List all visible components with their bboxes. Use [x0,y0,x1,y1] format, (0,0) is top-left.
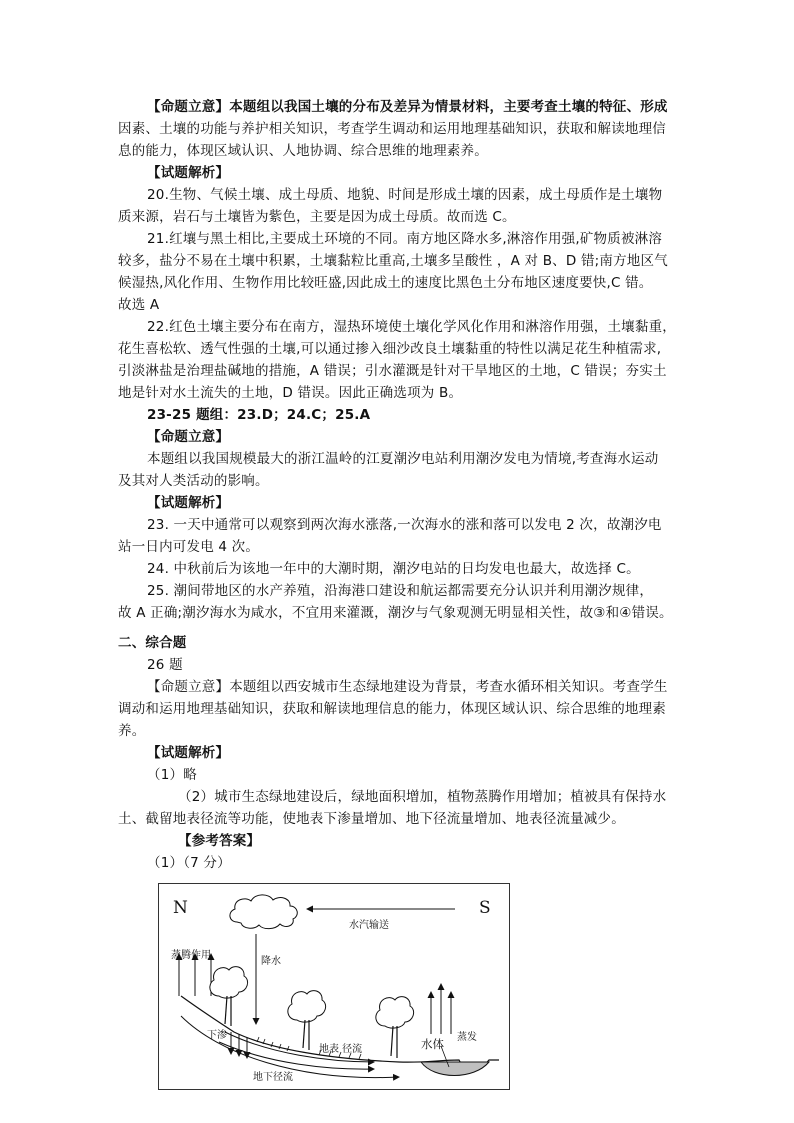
answer-key: 23-25 题组：23.D；24.C；25.A [147,407,371,423]
text-line: 24. 中秋前后为该地一年中的大潮时期，潮汐电站的日均发电也最大，故选择 C。 [147,561,640,577]
south-label: S [479,898,491,918]
text-line: 【命题立意】本题组以西安城市生态绿地建设为背景，考查水循环相关知识。考查学生 [147,679,668,695]
section-heading: 【试题解析】 [147,165,230,181]
text-line: 质来源，岩石与土壤皆为紫色，主要是因为成土母质。故而选 C。 [118,209,516,225]
text-line: 地是针对水土流失的土地，D 错误。因此正确选项为 B。 [118,385,463,401]
water-body-shape [421,1062,489,1076]
groundwater-runoff-label: 地下径流 [253,1072,293,1083]
text-line: 候湿热,风化作用、生物作用比较旺盛,因此成土的速度比黑色土分布地区速度要快,C 错。 [118,275,653,291]
vapor-transport-label: 水汽输送 [349,920,389,931]
section-heading: 【试题解析】 [147,745,230,761]
text-line: 养。 [118,723,146,739]
cloud-icon [230,895,297,929]
text-line: 土、截留地表径流等功能，使地表下渗量增加、地下径流量增加、地表径流量减少。 [118,811,625,827]
question-number: 26 题 [147,657,183,673]
transpiration-label: 蒸腾作用 [171,950,211,961]
text-line: 调动和运用地理基础知识，获取和解读地理信息的能力，体现区域认识、综合思维的地理素 [118,701,666,717]
text-line: 因素、土壤的功能与养护相关知识，考查学生调动和运用地理基础知识，获取和解读地理信 [118,121,666,137]
text-line: 息的能力，体现区域认识、人地协调、综合思维的地理素养。 [118,143,488,159]
text-line: 23. 一天中通常可以观察到两次海水涨落,一次海水的涨和落可以发电 2 次，故潮汐电 [147,517,662,533]
precipitation-label: 降水 [261,956,281,967]
text-line: 25. 潮间带地区的水产养殖，沿海港口建设和航运都需要充分认识并利用潮汐规律， [147,583,654,599]
text-line: 本题组以我国规模最大的浙江温岭的江夏潮汐电站利用潮汐发电为情境,考查海水运动 [147,451,659,467]
north-label: N [173,898,188,918]
water-cycle-drawing [159,884,511,1091]
text-line: 故 A 正确;潮汐海水为咸水，不宜用来灌溉，潮汐与气象观测无明显相关性，故③和④错误。 [118,605,673,621]
tree-icon [376,997,414,1058]
text-line: 【命题立意】本题组以我国土壤的分布及差异为情景材料，主要考查土壤的特征、形成 [147,99,668,115]
text-line: 21.红壤与黑土相比,主要成土环境的不同。南方地区降水多,淋溶作用强,矿物质被淋溶 [147,231,663,247]
text-line: （2）城市生态绿地建设后，绿地面积增加，植物蒸腾作用增加；植被具有保持水 [178,789,667,805]
water-body-label: 水体 [421,1037,444,1051]
text-line: （1）略 [147,767,197,783]
section-heading: 【命题立意】 [147,429,230,445]
text-line: 站一日内可发电 4 次。 [118,539,260,555]
text-line: 引淡淋盐是治理盐碱地的措施，A 错误；引水灌溉是针对干旱地区的土地，C 错误；夯实土 [118,363,667,379]
evaporation-label: 蒸发 [457,1032,477,1043]
surface-runoff-label: 地表 径流 [319,1044,363,1055]
text-line: 22.红色土壤主要分布在南方，湿热环境使土壤化学风化作用和淋溶作用强，土壤黏重， [147,319,676,335]
tree-icon [210,967,248,1026]
text-line: 较多，盐分不易在土壤中积累，土壤黏粒比重高,土壤多呈酸性 ，A 对 B、D 错;南方地区气 [118,253,668,269]
section-heading: 【试题解析】 [147,495,230,511]
infiltration-label: 下渗 [207,1030,227,1041]
text-line: 及其对人类活动的影响。 [118,473,269,489]
water-cycle-diagram [158,883,510,1090]
section-heading: 【参考答案】 [178,833,261,849]
text-line: 故选 A [118,297,160,313]
text-line: 花生喜松软、透气性强的土壤,可以通过掺入细沙改良土壤黏重的特性以满足花生种植需求, [118,341,662,357]
text-line: 20.生物、气候土壤、成土母质、地貌、时间是形成土壤的因素，成土母质作是土壤物 [147,187,663,203]
part-heading: 二、综合题 [118,635,187,651]
text-line: （1）（7 分） [147,855,231,871]
